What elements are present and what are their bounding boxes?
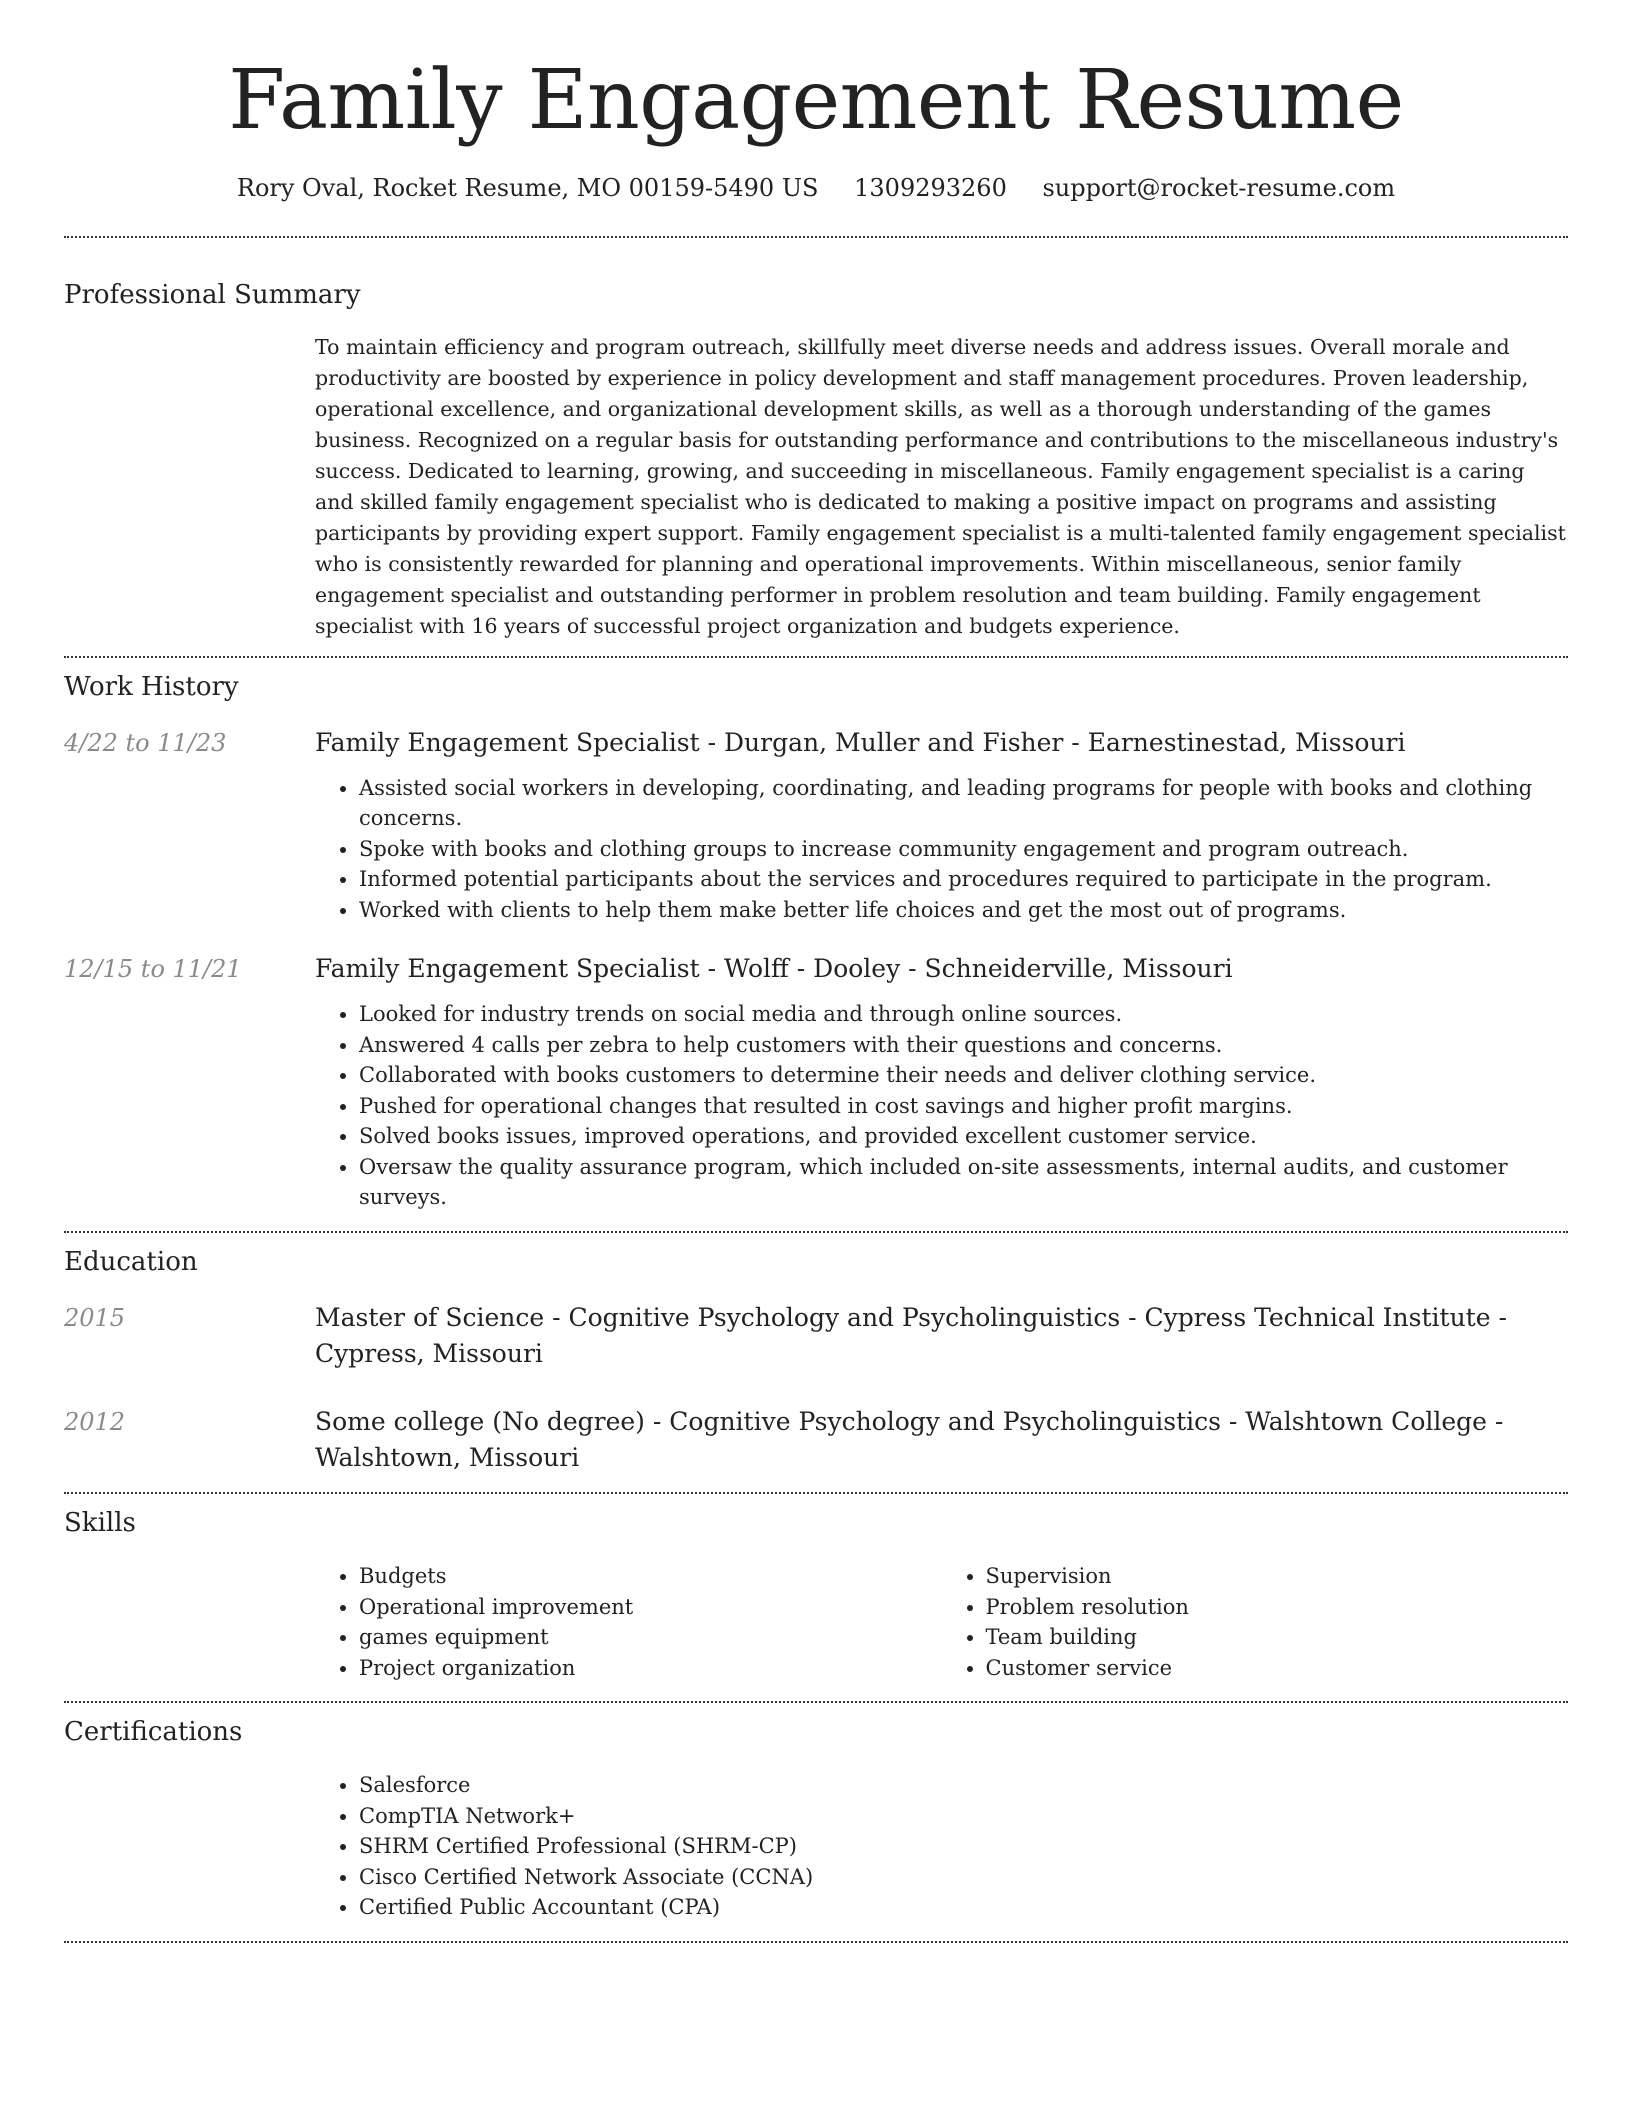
list-item: • Team building [986, 1622, 1569, 1653]
job-entry [64, 725, 1568, 926]
education-section [64, 1247, 1568, 1476]
page-title: Family Engagement Resume [228, 53, 1404, 148]
divider [64, 236, 1568, 238]
education-text: Master of Science - Cognitive Psychology and Psycholinguistics - Cypress Technical Institute - Cypress, Missouri [315, 1302, 1507, 1368]
work-heading: Work History [64, 671, 239, 702]
skills-list-left [315, 1561, 942, 1683]
list-item: • games equipment [359, 1622, 942, 1653]
list-item: • Project organization [359, 1653, 942, 1684]
divider [64, 1701, 1568, 1703]
list-item: • Cisco Certified Network Associate (CCNA) [359, 1862, 1568, 1893]
divider [64, 656, 1568, 658]
divider [64, 1941, 1568, 1943]
list-item: • Problem resolution [986, 1592, 1569, 1623]
list-item: • Collaborated with books customers to determine their needs and deliver clothing service. [359, 1060, 1568, 1091]
job-title: Family Engagement Specialist - Wolff - Dooley - Schneiderville, Missouri [315, 954, 1233, 984]
list-item: • Looked for industry trends on social media and through online sources. [359, 999, 1568, 1030]
skills-list-right [942, 1561, 1569, 1683]
job-bullets [315, 999, 1568, 1213]
list-item: • Worked with clients to help them make better life choices and get the most out of programs. [359, 895, 1568, 926]
education-year: 2015 [64, 1303, 126, 1332]
job-entry [64, 951, 1568, 1213]
divider [64, 1231, 1568, 1233]
list-item: • Oversaw the quality assurance program, which included on-site assessments, internal audits, and customer surveys. [359, 1152, 1568, 1213]
list-item: • Assisted social workers in developing, coordinating, and leading programs for people with books and clothing concerns. [359, 773, 1568, 834]
certifications-list [315, 1770, 1568, 1923]
work-section [64, 672, 1568, 1213]
education-heading: Education [64, 1246, 198, 1277]
list-item: • Certified Public Accountant (CPA) [359, 1892, 1568, 1923]
list-item: • Budgets [359, 1561, 942, 1592]
contact-address: Rory Oval, Rocket Resume, MO 00159-5490 US [236, 174, 819, 203]
job-title: Family Engagement Specialist - Durgan, Muller and Fisher - Earnestinestad, Missouri [315, 727, 1406, 757]
skills-heading: Skills [64, 1507, 136, 1538]
list-item: • Spoke with books and clothing groups to increase community engagement and program outreach. [359, 834, 1568, 865]
job-dates: 12/15 to 11/21 [64, 955, 242, 984]
list-item: • Pushed for operational changes that resulted in cost savings and higher profit margins. [359, 1091, 1568, 1122]
contact-email: support@rocket-resume.com [1042, 174, 1396, 203]
list-item: • Salesforce [359, 1770, 1568, 1801]
list-item: • Customer service [986, 1653, 1569, 1684]
list-item: • Informed potential participants about the services and procedures required to participate in the program. [359, 864, 1568, 895]
contact-line [64, 174, 1568, 202]
list-item: • Supervision [986, 1561, 1569, 1592]
list-item: • Answered 4 calls per zebra to help customers with their questions and concerns. [359, 1030, 1568, 1061]
education-year: 2012 [64, 1407, 126, 1436]
education-text: Some college (No degree) - Cognitive Psychology and Psycholinguistics - Walshtown College - Walshtown, Missouri [315, 1406, 1504, 1472]
list-item: • SHRM Certified Professional (SHRM-CP) [359, 1831, 1568, 1862]
certifications-heading: Certifications [64, 1717, 243, 1748]
education-entry [64, 1404, 1568, 1476]
skills-section [64, 1508, 1568, 1683]
list-item: • Operational improvement [359, 1592, 942, 1623]
summary-section [64, 280, 1568, 641]
contact-phone: 1309293260 [854, 174, 1007, 203]
list-item: • CompTIA Network+ [359, 1801, 1568, 1832]
education-entry [64, 1300, 1568, 1372]
divider [64, 1492, 1568, 1494]
summary-text: To maintain efficiency and program outreach, skillfully meet diverse needs and address issues. Overall morale and productivity are boosted by experience in policy development and staff management procedures. Proven leadership, operational excellence, and organizational development skills, as well as a thorough understanding of the games business. Recognized on a regular basis for outstanding performance and contributions to the miscellaneous industry's success. Dedicated to learning, growing, and succeeding in miscellaneous. Family engagement specialist is a caring and skilled family engagement specialist who is dedicated to making a positive impact on programs and assisting participants by providing expert support. Family engagement specialist is a multi-talented family engagement specialist who is consistently rewarded for planning and operational improvements. Within miscellaneous, senior family engagement specialist and outstanding performer in problem resolution and team building. Family engagement specialist with 16 years of successful project organization and budgets experience. [315, 334, 1566, 638]
job-dates: 4/22 to 11/23 [64, 728, 227, 757]
summary-heading: Professional Summary [64, 280, 361, 311]
job-bullets [315, 773, 1568, 926]
list-item: • Solved books issues, improved operations, and provided excellent customer service. [359, 1121, 1568, 1152]
certifications-section [64, 1717, 1568, 1923]
